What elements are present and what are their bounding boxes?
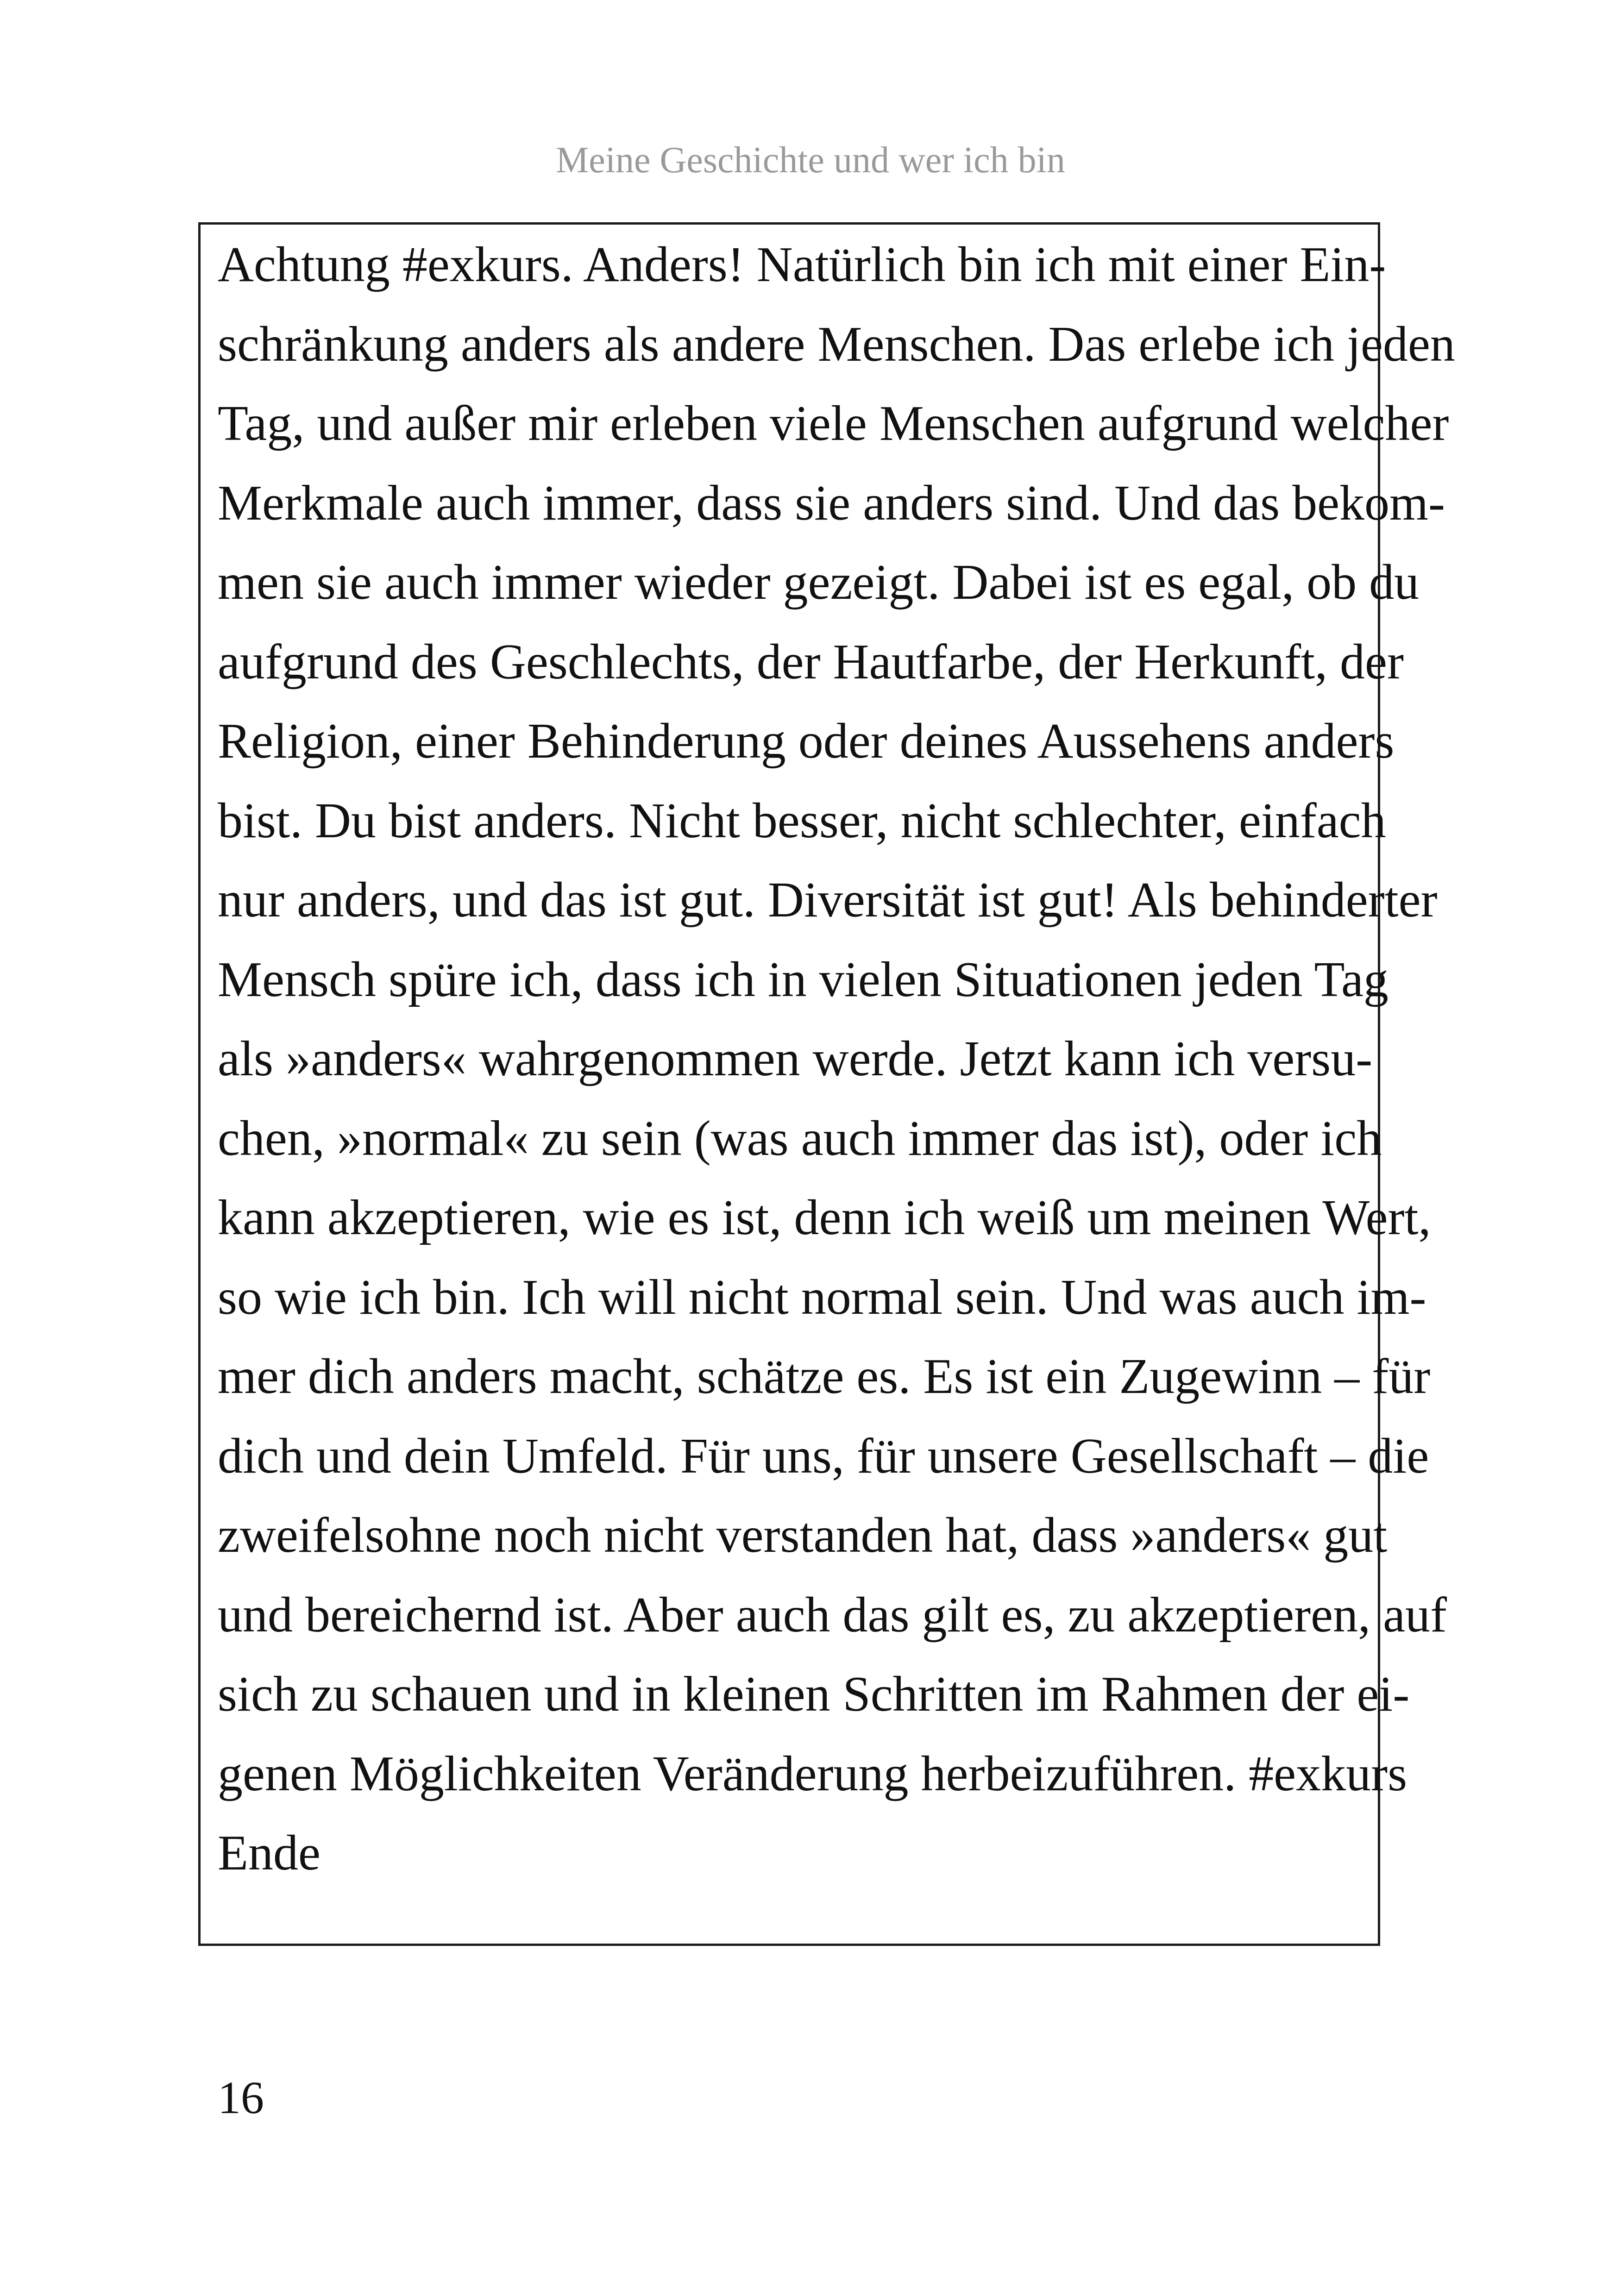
excursus-line: chen, »normal« zu sein (was auch immer das ist), oder ich (218, 1111, 1382, 1166)
excursus-line: und bereichernd ist. Aber auch das gilt es, zu akzeptieren, auf (218, 1587, 1447, 1643)
excursus-line: mer dich anders macht, schätze es. Es ist ein Zugewinn – für (218, 1349, 1431, 1404)
excursus-line: nur anders, und das ist gut. Diversität ist gut! Als behinderter (218, 872, 1438, 928)
excursus-line: Merkmale auch immer, dass sie anders sind. Und das bekom- (218, 476, 1445, 531)
excursus-line: sich zu schauen und in kleinen Schritten im Rahmen der ei- (218, 1667, 1410, 1722)
excursus-line: Tag, und außer mir erleben viele Menschen aufgrund welcher (218, 396, 1449, 451)
excursus-line: als »anders« wahrgenommen werde. Jetzt kann ich versu- (218, 1031, 1373, 1086)
excursus-line: schränkung anders als andere Menschen. Das erlebe ich jeden (218, 317, 1455, 372)
excursus-line: dich und dein Umfeld. Für uns, für unsere Gesellschaft – die (218, 1429, 1429, 1484)
excursus-line: men sie auch immer wieder gezeigt. Dabei ist es egal, ob du (218, 555, 1420, 610)
running-header: Meine Geschichte und wer ich bin (556, 140, 1065, 181)
excursus-line: bist. Du bist anders. Nicht besser, nicht schlechter, einfach (218, 793, 1386, 848)
excursus-line: zweifelsohne noch nicht verstanden hat, dass »anders« gut (218, 1508, 1388, 1563)
excursus-line: Achtung #exkurs. Anders! Natürlich bin ich mit einer Ein- (218, 237, 1386, 292)
excursus-line: so wie ich bin. Ich will nicht normal sein. Und was auch im- (218, 1270, 1426, 1325)
excursus-line: Ende (218, 1826, 320, 1881)
excursus-line: kann akzeptieren, wie es ist, denn ich weiß um meinen Wert, (218, 1190, 1431, 1245)
excursus-line: Religion, einer Behinderung oder deines Aussehens anders (218, 714, 1395, 769)
excursus-line: aufgrund des Geschlechts, der Hautfarbe, der Herkunft, der (218, 634, 1404, 690)
page-number: 16 (218, 2072, 264, 2123)
excursus-line: Mensch spüre ich, dass ich in vielen Situationen jeden Tag (218, 952, 1389, 1007)
excursus-line: genen Möglichkeiten Veränderung herbeizuführen. #exkurs (218, 1746, 1407, 1801)
